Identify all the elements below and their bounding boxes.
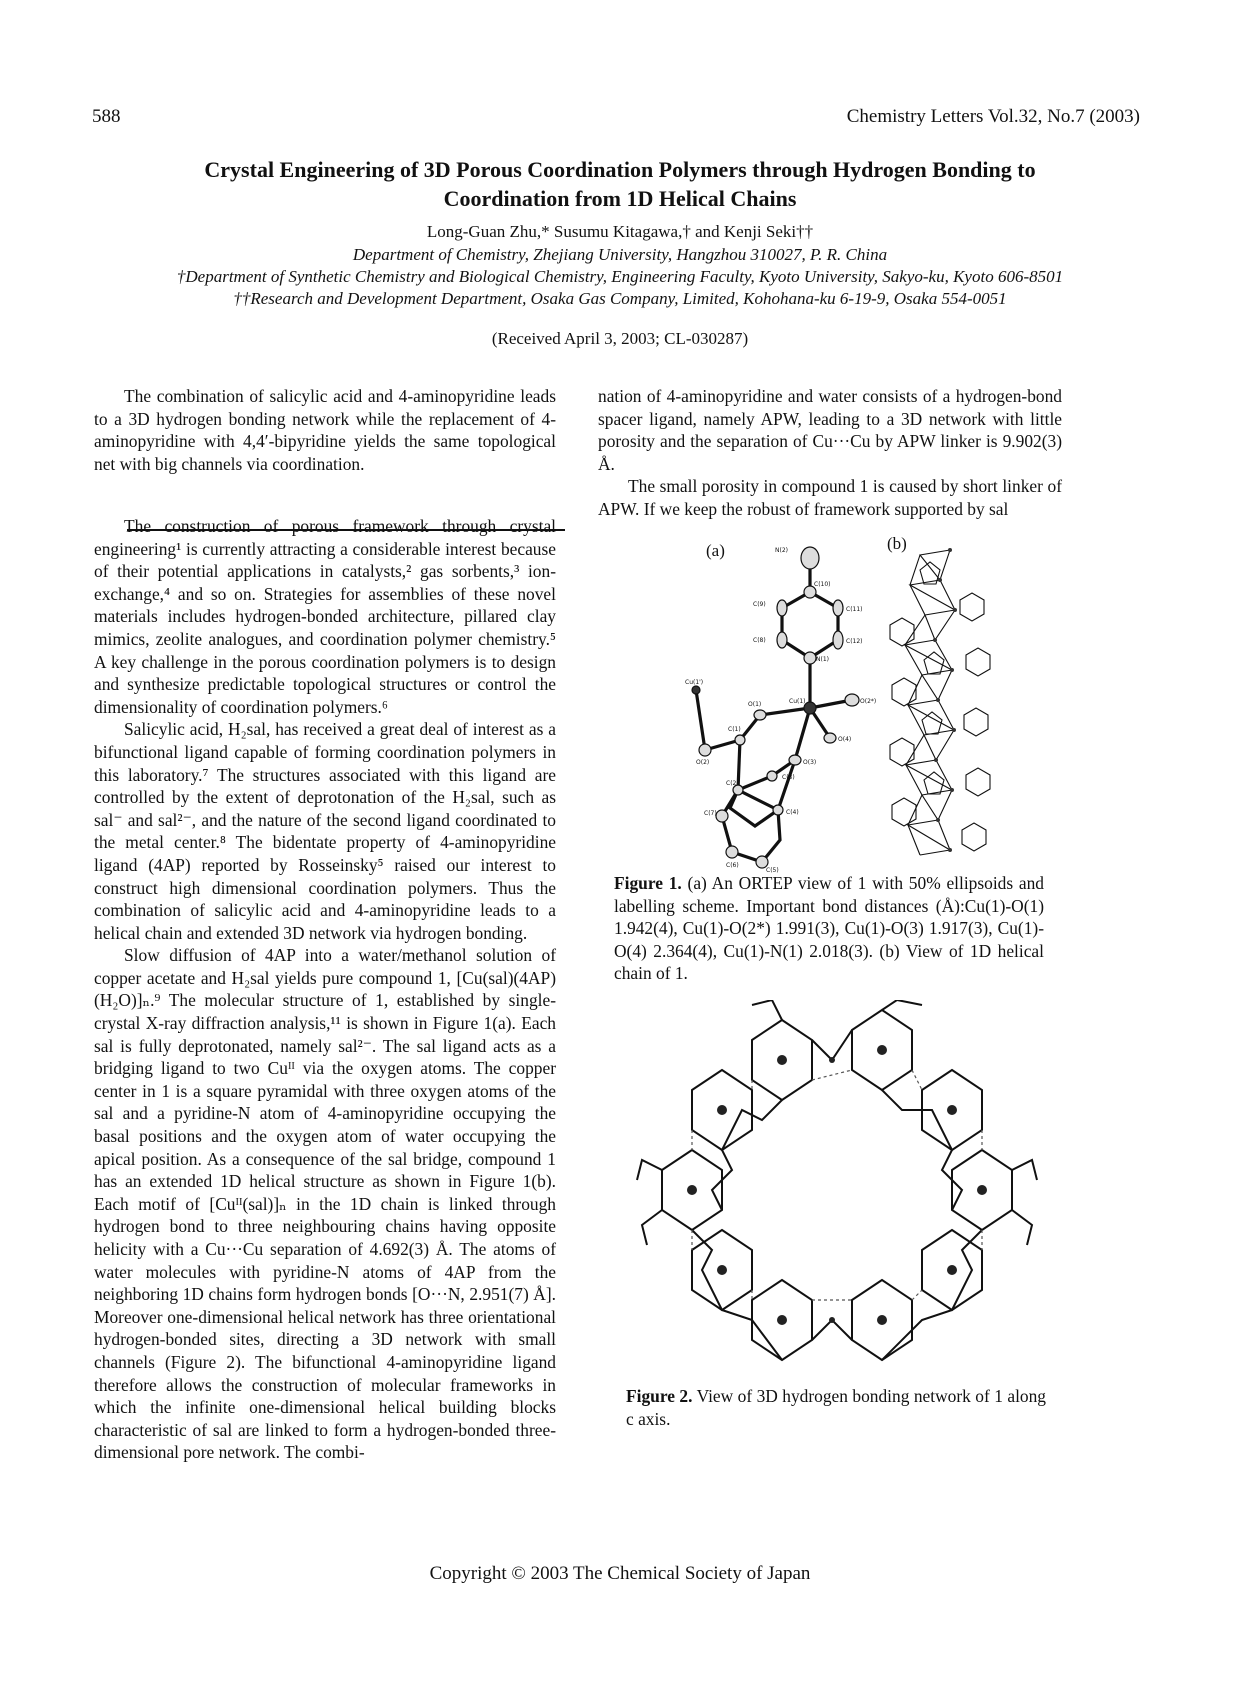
title-line-2: Coordination from 1D Helical Chains (443, 186, 797, 211)
atom-label: C(11) (846, 606, 863, 613)
atom-label: Cu(1) (789, 698, 806, 705)
affiliation-3: ††Research and Development Department, Osaka Gas Company, Limited, Kohohana-ku 6-19-9, Osaka 554-0051 (233, 289, 1007, 308)
figure1b-atoms (933, 548, 957, 852)
atom-label: O(1) (748, 701, 762, 708)
figure1-label-b: (b) (887, 534, 907, 553)
page-number: 588 (92, 106, 121, 127)
figure1-label-a: (a) (706, 541, 725, 560)
atom-label: O(2*) (860, 698, 877, 705)
figure1-caption (614, 872, 1044, 985)
figure1a-atoms (692, 547, 859, 868)
paragraph-intro: The construction of porous framework through crystal engineering¹ is currently attracting a considerable interest because of their potential applications in catalysts,² gas sorbents,³ ion-exchange,⁴ and so on. Strategies for assemblies of these novel materials includes hydrogen-bonded architecture, pillared clay mimics, zeolite analogues, and coordination polymer chemistry.⁵ A key challenge in the porous coordination polymers is to design and synthesize predictable topological structures or control the dimensionality of coordination polymers.⁶ (94, 516, 556, 717)
figure1a-ortep (660, 540, 890, 880)
authors: Long-Guan Zhu,* Susumu Kitagawa,† and Kenji Seki†† (426, 222, 814, 241)
atom-label: C(7) (704, 810, 717, 817)
atom-label: C(8) (753, 637, 766, 644)
atom-label: C(4) (786, 809, 799, 816)
atom-label: O(3) (803, 759, 817, 766)
left-column-body (94, 515, 556, 1464)
figure2-caption-text: View of 3D hydrogen bonding network of 1 along c axis. (626, 1386, 1046, 1429)
figure1-caption-label: Figure 1. (614, 873, 682, 893)
title-line-1: Crystal Engineering of 3D Porous Coordination Polymers through Hydrogen Bonding to (204, 157, 1036, 182)
figure2-caption (626, 1385, 1046, 1430)
paragraph-continued: nation of 4-aminopyridine and water consists of a hydrogen-bond spacer ligand, namely APW, leading to a 3D network with little porosity and the separation of Cu···Cu by APW linker is 9.902(3) Å. (598, 386, 1062, 474)
copyright-footer: Copyright © 2003 The Chemical Society of Japan (429, 1563, 811, 1584)
paper-title (100, 155, 1140, 213)
atom-label: C(10) (814, 581, 831, 588)
paragraph-salicylic: Salicylic acid, H₂sal, has received a great deal of interest as a bifunctional ligand capable of forming coordination polymers in this laboratory.⁷ The structures associated with this ligand are controlled by the extent of deprotonation of the H₂sal, such as sal⁻ and sal²⁻, and the nature of the second ligand coordinated to the metal center.⁸ The bidentate property of 4-aminopyridine ligand (4AP) reported by Rosseinsky⁵ raised our interest to construct high dimensional coordination polymers. Thus the combination of salicylic acid and 4-aminopyridine leads to a helical chain and extended 3D network via hydrogen bonding. (94, 719, 556, 943)
atom-label: C(3) (782, 774, 795, 781)
atom-label: C(5) (766, 867, 779, 874)
atom-label: C(2) (726, 780, 739, 787)
atom-label: O(4) (838, 736, 852, 743)
figure2-network (632, 1000, 1042, 1375)
atom-label: Cu(1') (685, 679, 704, 686)
journal-info: Chemistry Letters Vol.32, No.7 (2003) (846, 106, 1140, 127)
abstract-text: The combination of salicylic acid and 4-aminopyridine leads to a 3D hydrogen bonding network while the replacement of 4-aminopyridine with 4,4′-bipyridine yields the same topological net with big channels via coordination. (94, 386, 556, 474)
paragraph-synthesis: Slow diffusion of 4AP into a water/methanol solution of copper acetate and H₂sal yields pure compound 1, [Cu(sal)(4AP)(H₂O)]ₙ.⁹ The molecular structure of 1, established by single-crystal X-ray diffraction analysis,¹¹ is shown in Figure 1(a). Each sal is fully deprotonated, namely sal²⁻. The sal ligand acts as a bridging ligand to two Cuᴵᴵ via the oxygen atoms. The copper center in 1 is a square pyramidal with three oxygen atoms of the sal and a pyridine-N atom of 4-aminopyridine occupying the basal positions and the oxygen atom of water occupying the apical position. As a consequence of the sal bridge, compound 1 has an extended 1D helical structure as shown in Figure 1(b). Each motif of [Cuᴵᴵ(sal)]ₙ in the 1D chain is linked through hydrogen bond to three neighbouring chains having opposite helicity with a Cu···Cu separation of 4.692(3) Å. The atoms of water molecules with pyridine-N atoms of 4AP from the neighboring 1D chains form hydrogen bonds [O···N, 2.951(7) Å]. Moreover one-dimensional helical network has three orientational hydrogen-bonded sites, directing a 3D network with small channels (Figure 2). The bifunctional 4-aminopyridine ligand therefore allows the construction of molecular frameworks in which the infinite one-dimensional helical building blocks characteristic of sal are linked to form a hydrogen-bonded three-dimensional pore network. The combi- (94, 945, 556, 1463)
atom-label: C(12) (846, 638, 863, 645)
atom-label: O(2) (696, 759, 710, 766)
atom-label: C(6) (726, 862, 739, 869)
atom-label: N(2) (775, 547, 788, 554)
received-date: (Received April 3, 2003; CL-030287) (491, 329, 749, 348)
paragraph-porosity: The small porosity in compound 1 is caused by short linker of APW. If we keep the robust of framework supported by sal (598, 476, 1062, 519)
figure2-copper-atoms (687, 1045, 987, 1325)
affiliation-2: †Department of Synthetic Chemistry and Biological Chemistry, Engineering Faculty, Kyoto University, Sakyo-ku, Kyoto 606-8501 (176, 267, 1064, 286)
abstract (94, 385, 556, 475)
figure1-caption-text: (a) An ORTEP view of 1 with 50% ellipsoids and labelling scheme. Important bond distances (Å):Cu(1)-O(1) 1.942(4), Cu(1)-O(2*) 1.991(3), Cu(1)-O(3) 1.917(3), Cu(1)-O(4) 2.364(4), Cu(1)-N(1) 2.018(3). (b) View of 1D helical chain of 1. (614, 873, 1044, 984)
atom-label: C(9) (753, 601, 766, 608)
figure1b-helical-chain (880, 540, 1080, 870)
atom-label: C(1) (728, 726, 741, 733)
figure2-caption-label: Figure 2. (626, 1386, 693, 1406)
atom-label: N(1) (816, 656, 829, 663)
affiliation-1: Department of Chemistry, Zhejiang University, Hangzhou 310027, P. R. China (352, 245, 888, 264)
right-column-body (598, 385, 1062, 521)
figure2-hydrogen-bonds (692, 1070, 982, 1300)
